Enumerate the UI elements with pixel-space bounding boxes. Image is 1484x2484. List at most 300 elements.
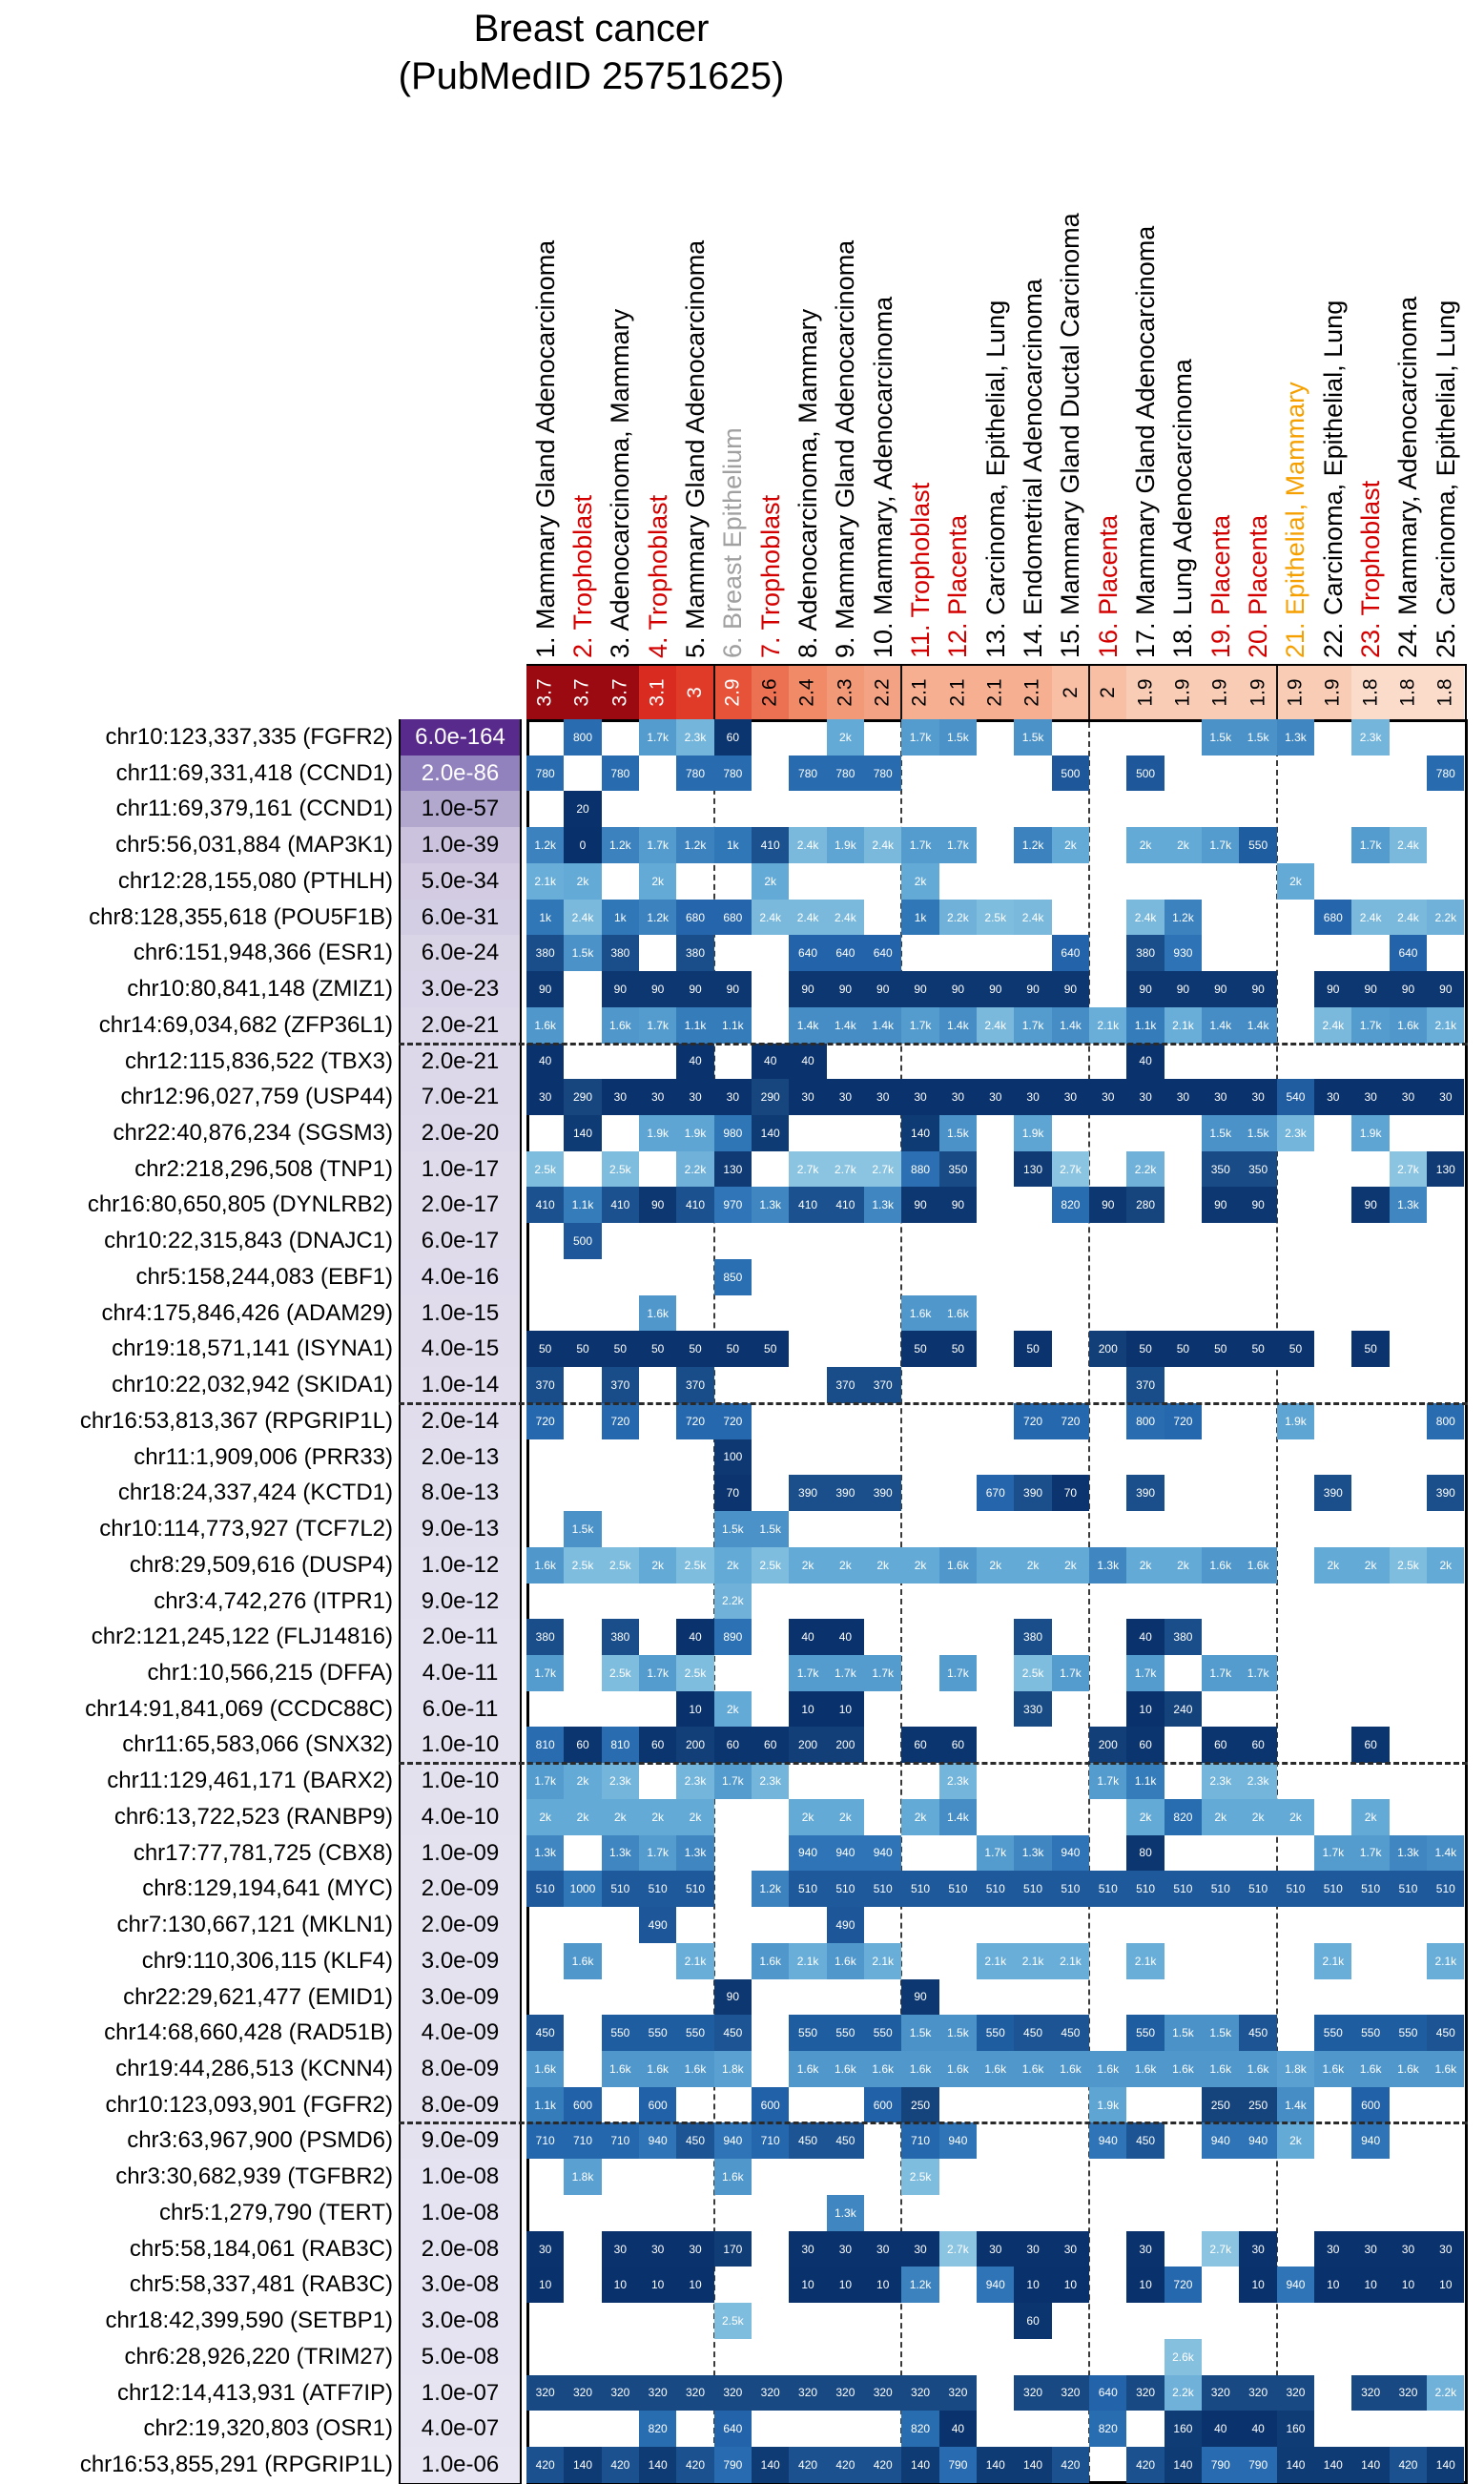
heatmap-cell: 140: [752, 2447, 789, 2483]
heatmap-cell: 2.5k: [752, 1547, 789, 1584]
heatmap-cell: 420: [602, 2447, 639, 2483]
heatmap-cell: 1.6k: [526, 1547, 564, 1584]
pvalue-cell: 1.0e-17: [401, 1151, 520, 1188]
heatmap-cell: 2.4k: [1126, 900, 1164, 936]
heatmap-cell: 510: [1351, 1871, 1389, 1907]
heatmap-cell: 90: [1314, 971, 1351, 1007]
heatmap-cell: 2.4k: [752, 900, 789, 936]
heatmap-cell: 820: [1089, 2411, 1126, 2447]
heatmap-cell: 100: [714, 1439, 752, 1476]
heatmap-cell: 550: [1390, 2015, 1427, 2051]
heatmap-cell: 50: [1202, 1331, 1239, 1367]
heatmap-cell: 50: [526, 1331, 564, 1367]
heatmap-cell: 780: [526, 756, 564, 792]
row-label: chr5:58,184,061 (RAB3C): [129, 2235, 393, 2262]
heatmap-cell: 90: [1351, 1187, 1389, 1223]
heatmap-cell: 1.5k: [1202, 2015, 1239, 2051]
pvalue-cell: 9.0e-12: [401, 1584, 520, 1620]
heatmap-cell: 510: [939, 1871, 977, 1907]
heatmap-cell: 1.4k: [827, 1007, 864, 1044]
heatmap-cell: 40: [789, 1619, 826, 1655]
heatmap-cell: 140: [639, 2447, 676, 2483]
heatmap-cell: 140: [1014, 2447, 1051, 2483]
heatmap-cell: 2k: [602, 1799, 639, 1835]
heatmap-cell: 30: [1052, 1079, 1089, 1115]
heatmap-cell: 70: [714, 1475, 752, 1511]
heatmap-cell: 10: [1126, 2267, 1164, 2303]
heatmap-cell: 130: [1014, 1151, 1051, 1188]
score-cell: 2.3: [827, 666, 864, 719]
heatmap-cell: 10: [1052, 2267, 1089, 2303]
heatmap-cell: 1.5k: [1202, 1115, 1239, 1151]
heatmap-cell: 790: [1239, 2447, 1276, 2483]
heatmap-cell: 2.5k: [714, 2303, 752, 2339]
heatmap-cell: 380: [602, 1619, 639, 1655]
score-cell: 2.4: [789, 666, 826, 719]
heatmap-cell: 90: [1089, 1187, 1126, 1223]
column-header-label: 7. Trophoblast: [755, 494, 785, 658]
heatmap-cell: 2k: [714, 1547, 752, 1584]
heatmap-cell: 40: [1239, 2411, 1276, 2447]
heatmap-cell: 2k: [1277, 1799, 1314, 1835]
heatmap-cell: 320: [789, 2375, 826, 2412]
heatmap-cell: 10: [676, 2267, 713, 2303]
heatmap-cell: 90: [1390, 971, 1427, 1007]
heatmap-cell: 40: [939, 2411, 977, 2447]
heatmap-cell: 40: [1126, 1619, 1164, 1655]
score-cell: 1.9: [1277, 666, 1314, 719]
heatmap-cell: 550: [1351, 2015, 1389, 2051]
heatmap-cell: 30: [639, 1079, 676, 1115]
heatmap-cell: 90: [526, 971, 564, 1007]
row-label: chr11:1,909,006 (PRR33): [134, 1443, 393, 1470]
heatmap-cell: 2.3k: [939, 1763, 977, 1799]
heatmap-cell: 780: [602, 756, 639, 792]
heatmap-cell: 370: [602, 1367, 639, 1403]
heatmap-cell: 1.1k: [714, 1007, 752, 1044]
heatmap-cell: 290: [752, 1079, 789, 1115]
heatmap-cell: 940: [1277, 2267, 1314, 2303]
heatmap-cell: 320: [714, 2375, 752, 2412]
column-header-label: 15. Mammary Gland Ductal Carcinoma: [1056, 213, 1085, 658]
heatmap-cell: 1.6k: [1014, 2051, 1051, 2087]
pvalue-cell: 9.0e-13: [401, 1511, 520, 1547]
heatmap-cell: 1.3k: [864, 1187, 901, 1223]
page-title: Breast cancer: [473, 8, 710, 50]
heatmap-cell: 30: [602, 2231, 639, 2267]
heatmap-cell: 1.2k: [676, 827, 713, 863]
heatmap-cell: 2.4k: [1014, 900, 1051, 936]
row-label: chr12:96,027,759 (USP44): [120, 1084, 393, 1110]
heatmap-cell: 320: [864, 2375, 901, 2412]
column-header-label: 16. Placenta: [1093, 514, 1123, 658]
heatmap-cell: 50: [602, 1331, 639, 1367]
heatmap-cell: 720: [602, 1403, 639, 1439]
heatmap-cell: 50: [1239, 1331, 1276, 1367]
heatmap-cell: 1.6k: [789, 2051, 826, 2087]
heatmap-cell: 60: [1239, 1727, 1276, 1763]
pvalue-cell: 2.0e-20: [401, 1115, 520, 1151]
heatmap-cell: 940: [1202, 2122, 1239, 2159]
heatmap-cell: 2k: [1277, 2122, 1314, 2159]
heatmap-cell: 30: [1390, 1079, 1427, 1115]
score-cell: 3.1: [639, 666, 676, 719]
heatmap-cell: 1.2k: [1014, 827, 1051, 863]
row-label: chr19:44,286,513 (KCNN4): [115, 2056, 393, 2081]
heatmap-cell: 1.4k: [864, 1007, 901, 1044]
heatmap-cell: 1.6k: [901, 2051, 938, 2087]
heatmap-cell: 1.2k: [602, 827, 639, 863]
row-label: chr11:69,379,161 (CCND1): [115, 796, 393, 822]
heatmap-cell: 30: [1239, 1079, 1276, 1115]
heatmap-cell: 1.6k: [1390, 2051, 1427, 2087]
heatmap-cell: 1.9k: [676, 1115, 713, 1151]
heatmap-cell: 2.1k: [1014, 1943, 1051, 1979]
heatmap-cell: 510: [864, 1871, 901, 1907]
heatmap-cell: 550: [864, 2015, 901, 2051]
heatmap-cell: 10: [789, 2267, 826, 2303]
heatmap-cell: 30: [901, 2231, 938, 2267]
heatmap-cell: 420: [789, 2447, 826, 2483]
row-label: chr12:14,413,931 (ATF7IP): [116, 2379, 393, 2406]
heatmap-cell: 500: [1052, 756, 1089, 792]
pvalue-cell: 4.0e-09: [401, 2015, 520, 2051]
row-label: chr14:68,660,428 (RAD51B): [104, 2019, 393, 2046]
heatmap-cell: 2k: [864, 1547, 901, 1584]
heatmap-cell: 1.5k: [939, 1115, 977, 1151]
score-row-divider: [1276, 666, 1278, 719]
heatmap-cell: 1.6k: [602, 2051, 639, 2087]
heatmap-cell: 350: [1239, 1151, 1276, 1188]
heatmap-cell: 1.7k: [639, 1655, 676, 1691]
heatmap-cell: 30: [939, 1079, 977, 1115]
row-label: chr12:115,836,522 (TBX3): [124, 1047, 393, 1074]
column-header-label: 22. Carcinoma, Epithelial, Lung: [1318, 300, 1348, 658]
heatmap-cell: 680: [1314, 900, 1351, 936]
heatmap-cell: 510: [901, 1871, 938, 1907]
heatmap-cell: 30: [1314, 2231, 1351, 2267]
heatmap-cell: 780: [1427, 756, 1464, 792]
heatmap-cell: 510: [1390, 1871, 1427, 1907]
heatmap-cell: 510: [1052, 1871, 1089, 1907]
heatmap-cell: 60: [1126, 1727, 1164, 1763]
pvalue-cell: 3.0e-08: [401, 2303, 520, 2339]
heatmap-cell: 720: [676, 1403, 713, 1439]
heatmap-cell: 30: [714, 1079, 752, 1115]
row-label: chr6:28,926,220 (TRIM27): [124, 2343, 393, 2370]
pvalue-cell: 8.0e-09: [401, 2087, 520, 2123]
row-label: chr10:80,841,148 (ZMIZ1): [127, 976, 393, 1003]
heatmap-cell: 1.6k: [1202, 2051, 1239, 2087]
pvalue-cell: 1.0e-08: [401, 2195, 520, 2231]
heatmap-cell: 2k: [1165, 827, 1202, 863]
row-label: chr2:19,320,803 (OSR1): [143, 2415, 393, 2442]
column-header-label: 13. Carcinoma, Epithelial, Lung: [980, 300, 1010, 658]
heatmap-cell: 2.5k: [1390, 1547, 1427, 1584]
heatmap-cell: 40: [1126, 1044, 1164, 1080]
heatmap-cell: 1.6k: [1239, 1547, 1276, 1584]
pvalue-cell: 1.0e-14: [401, 1367, 520, 1403]
heatmap-cell: 60: [901, 1727, 938, 1763]
heatmap-cell: 50: [639, 1331, 676, 1367]
heatmap-cell: 2.4k: [1351, 900, 1389, 936]
score-cell: 3.7: [526, 666, 564, 719]
heatmap-cell: 60: [1202, 1727, 1239, 1763]
heatmap-cell: 710: [752, 2122, 789, 2159]
heatmap-cell: 800: [1126, 1403, 1164, 1439]
column-header-label: 8. Adenocarcinoma, Mammary: [794, 308, 823, 658]
heatmap-cell: 410: [752, 827, 789, 863]
heatmap-cell: 1.1k: [676, 1007, 713, 1044]
pvalue-cell: 1.0e-07: [401, 2375, 520, 2412]
heatmap-cell: 1.3k: [602, 1835, 639, 1872]
heatmap-cell: 90: [901, 971, 938, 1007]
heatmap-cell: 510: [977, 1871, 1014, 1907]
heatmap-cell: 2k: [1427, 1547, 1464, 1584]
score-cell: 2.1: [977, 666, 1014, 719]
heatmap-cell: 90: [864, 971, 901, 1007]
heatmap-cell: 1.3k: [752, 1187, 789, 1223]
heatmap-cell: 90: [1351, 971, 1389, 1007]
heatmap-cell: 820: [1165, 1799, 1202, 1835]
heatmap-cell: 940: [1351, 2122, 1389, 2159]
score-cell: 3.7: [602, 666, 639, 719]
heatmap-cell: 550: [1239, 827, 1276, 863]
heatmap-cell: 2k: [564, 863, 601, 900]
pvalue-cell: 1.0e-10: [401, 1763, 520, 1799]
heatmap-cell: 60: [564, 1727, 601, 1763]
heatmap-cell: 1.4k: [939, 1799, 977, 1835]
heatmap-cell: 1.6k: [1202, 1547, 1239, 1584]
heatmap-cell: 2k: [639, 1799, 676, 1835]
heatmap-cell: 320: [639, 2375, 676, 2412]
heatmap-cell: 710: [901, 2122, 938, 2159]
score-row-divider: [1088, 666, 1090, 719]
heatmap-cell: 640: [864, 935, 901, 971]
heatmap-cell: 510: [1202, 1871, 1239, 1907]
heatmap-cell: 2k: [1239, 1799, 1276, 1835]
heatmap-cell: 1.7k: [526, 1763, 564, 1799]
row-label: chr1:10,566,215 (DFFA): [147, 1659, 393, 1686]
heatmap-cell: 2.5k: [526, 1151, 564, 1188]
heatmap-cell: 1000: [564, 1871, 601, 1907]
heatmap-cell: 30: [1165, 1079, 1202, 1115]
heatmap-cell: 160: [1277, 2411, 1314, 2447]
heatmap-cell: 1.3k: [1014, 1835, 1051, 1872]
row-label: chr7:130,667,121 (MKLN1): [116, 1912, 393, 1938]
heatmap-cell: 1.3k: [1390, 1835, 1427, 1872]
heatmap-cell: 390: [1126, 1475, 1164, 1511]
heatmap-cell: 1.5k: [939, 719, 977, 756]
heatmap-cell: 2.3k: [1239, 1763, 1276, 1799]
heatmap-cell: 2k: [1052, 1547, 1089, 1584]
score-cell: 2.1: [901, 666, 938, 719]
pvalue-cell: 2.0e-11: [401, 1619, 520, 1655]
heatmap-cell: 1.4k: [1427, 1835, 1464, 1872]
heatmap-cell: 1.7k: [901, 719, 938, 756]
heatmap-cell: 2.1k: [1126, 1943, 1164, 1979]
row-label: chr10:123,093,901 (FGFR2): [105, 2091, 393, 2118]
heatmap-cell: 640: [827, 935, 864, 971]
pvalue-cell: 1.0e-15: [401, 1295, 520, 1332]
heatmap-cell: 30: [1390, 2231, 1427, 2267]
heatmap-cell: 1.5k: [714, 1511, 752, 1547]
heatmap-cell: 320: [1202, 2375, 1239, 2412]
heatmap-cell: 2.4k: [827, 900, 864, 936]
heatmap-cell: 2.4k: [789, 900, 826, 936]
heatmap-cell: 890: [714, 1619, 752, 1655]
heatmap-cell: 2.7k: [827, 1151, 864, 1188]
heatmap-cell: 40: [676, 1044, 713, 1080]
heatmap-cell: 380: [526, 1619, 564, 1655]
heatmap-cell: 320: [752, 2375, 789, 2412]
heatmap-cell: 10: [1390, 2267, 1427, 2303]
pvalue-cell: 6.0e-11: [401, 1691, 520, 1728]
heatmap-cell: 370: [526, 1367, 564, 1403]
heatmap-cell: 200: [827, 1727, 864, 1763]
heatmap-cell: 1.3k: [676, 1835, 713, 1872]
heatmap-cell: 390: [1014, 1475, 1051, 1511]
heatmap-cell: 1.7k: [1202, 1655, 1239, 1691]
heatmap-cell: 1.7k: [639, 719, 676, 756]
row-label: chr2:121,245,122 (FLJ14816): [91, 1624, 393, 1650]
heatmap-cell: 510: [1165, 1871, 1202, 1907]
row-label: chr14:69,034,682 (ZFP36L1): [98, 1011, 393, 1038]
heatmap-cell: 1.2k: [526, 827, 564, 863]
heatmap-cell: 1.7k: [901, 827, 938, 863]
pvalue-cell: 2.0e-09: [401, 1871, 520, 1907]
row-label: chr5:1,279,790 (TERT): [158, 2199, 393, 2225]
heatmap-cell: 1.6k: [939, 1547, 977, 1584]
heatmap-cell: 30: [526, 2231, 564, 2267]
heatmap-cell: 140: [1277, 2447, 1314, 2483]
heatmap-cell: 670: [977, 1475, 1014, 1511]
pvalue-cell: 2.0e-09: [401, 1907, 520, 1943]
score-row: [526, 664, 1467, 721]
heatmap-cell: 60: [752, 1727, 789, 1763]
heatmap-cell: 2.7k: [864, 1151, 901, 1188]
heatmap-cell: 2.1k: [1052, 1943, 1089, 1979]
heatmap-cell: 30: [864, 2231, 901, 2267]
heatmap-cell: 1.7k: [1052, 1655, 1089, 1691]
heatmap-cell: 2k: [1277, 863, 1314, 900]
heatmap-cell: 2.5k: [602, 1547, 639, 1584]
heatmap-cell: 390: [1314, 1475, 1351, 1511]
heatmap-cell: 1.5k: [1239, 719, 1276, 756]
heatmap-cell: 410: [602, 1187, 639, 1223]
heatmap-cell: 2k: [827, 1799, 864, 1835]
heatmap-cell: 60: [1351, 1727, 1389, 1763]
heatmap-cell: 320: [602, 2375, 639, 2412]
heatmap-cell: 850: [714, 1259, 752, 1295]
heatmap-cell: 1.5k: [1202, 719, 1239, 756]
heatmap-cell: 450: [1014, 2015, 1051, 2051]
heatmap-cell: 140: [901, 1115, 938, 1151]
heatmap-cell: 2k: [526, 1799, 564, 1835]
heatmap-cell: 1.6k: [977, 2051, 1014, 2087]
heatmap-cell: 720: [1014, 1403, 1051, 1439]
heatmap-cell: 2.3k: [676, 1763, 713, 1799]
heatmap-cell: 1.7k: [1014, 1007, 1051, 1044]
pvalue-cell: 4.0e-10: [401, 1799, 520, 1835]
heatmap-cell: 10: [676, 1691, 713, 1728]
heatmap-cell: 1.5k: [1165, 2015, 1202, 2051]
score-cell: 1.8: [1427, 666, 1464, 719]
heatmap-cell: 820: [1052, 1187, 1089, 1223]
heatmap-cell: 1.8k: [714, 2051, 752, 2087]
heatmap-cell: 940: [939, 2122, 977, 2159]
heatmap-cell: 2.4k: [1390, 827, 1427, 863]
pvalue-cell: 6.0e-31: [401, 900, 520, 936]
heatmap-cell: 140: [1314, 2447, 1351, 2483]
heatmap-cell: 90: [1052, 971, 1089, 1007]
heatmap-cell: 720: [526, 1403, 564, 1439]
heatmap-cell: 2.3k: [1202, 1763, 1239, 1799]
row-label: chr6:13,722,523 (RANBP9): [113, 1803, 393, 1830]
heatmap-cell: 40: [789, 1044, 826, 1080]
heatmap-cell: 1.9k: [1014, 1115, 1051, 1151]
pvalue-cell: 8.0e-09: [401, 2051, 520, 2087]
row-label: chr19:18,571,141 (ISYNA1): [112, 1335, 393, 1362]
score-cell: 1.9: [1314, 666, 1351, 719]
heatmap-cell: 2.1k: [1427, 1943, 1464, 1979]
heatmap-cell: 2.2k: [676, 1151, 713, 1188]
heatmap-cell: 2.1k: [1427, 1007, 1464, 1044]
heatmap-cell: 1k: [526, 900, 564, 936]
heatmap-cell: 30: [827, 2231, 864, 2267]
pvalue-cell: 6.0e-164: [401, 719, 520, 756]
heatmap-cell: 1.9k: [1277, 1403, 1314, 1439]
heatmap-cell: 30: [1089, 1079, 1126, 1115]
heatmap-cell: 30: [1126, 2231, 1164, 2267]
heatmap-cell: 780: [789, 756, 826, 792]
heatmap-cell: 250: [1202, 2087, 1239, 2123]
row-label: chr17:77,781,725 (CBX8): [133, 1839, 393, 1866]
heatmap-cell: 30: [1351, 2231, 1389, 2267]
heatmap-cell: 680: [676, 900, 713, 936]
heatmap-cell: 10: [1126, 1691, 1164, 1728]
heatmap-cell: 140: [564, 2447, 601, 2483]
heatmap-cell: 1.6k: [1126, 2051, 1164, 2087]
heatmap-cell: 10: [827, 2267, 864, 2303]
row-label: chr16:53,813,367 (RPGRIP1L): [79, 1407, 393, 1434]
score-cell: 3.7: [564, 666, 601, 719]
heatmap-cell: 240: [1165, 1691, 1202, 1728]
heatmap-cell: 550: [827, 2015, 864, 2051]
heatmap-cell: 20: [564, 791, 601, 827]
heatmap-cell: 450: [789, 2122, 826, 2159]
heatmap-cell: 90: [1126, 971, 1164, 1007]
heatmap-cell: 2.2k: [939, 900, 977, 936]
row-label: chr2:218,296,508 (TNP1): [134, 1155, 393, 1182]
heatmap-cell: 40: [676, 1619, 713, 1655]
heatmap-cell: 90: [827, 971, 864, 1007]
heatmap-cell: 1.4k: [1202, 1007, 1239, 1044]
heatmap-cell: 510: [526, 1871, 564, 1907]
score-cell: 2.9: [714, 666, 752, 719]
heatmap-cell: 2.3k: [602, 1763, 639, 1799]
heatmap-cell: 370: [1126, 1367, 1164, 1403]
heatmap-cell: 1k: [602, 900, 639, 936]
heatmap-cell: 80: [1126, 1835, 1164, 1872]
heatmap-cell: 10: [602, 2267, 639, 2303]
heatmap-cell: 420: [827, 2447, 864, 2483]
heatmap-cell: 90: [1239, 971, 1276, 1007]
heatmap-cell: 140: [564, 1115, 601, 1151]
heatmap-cell: 790: [1202, 2447, 1239, 2483]
heatmap-cell: 600: [752, 2087, 789, 2123]
heatmap-cell: 2.3k: [676, 719, 713, 756]
